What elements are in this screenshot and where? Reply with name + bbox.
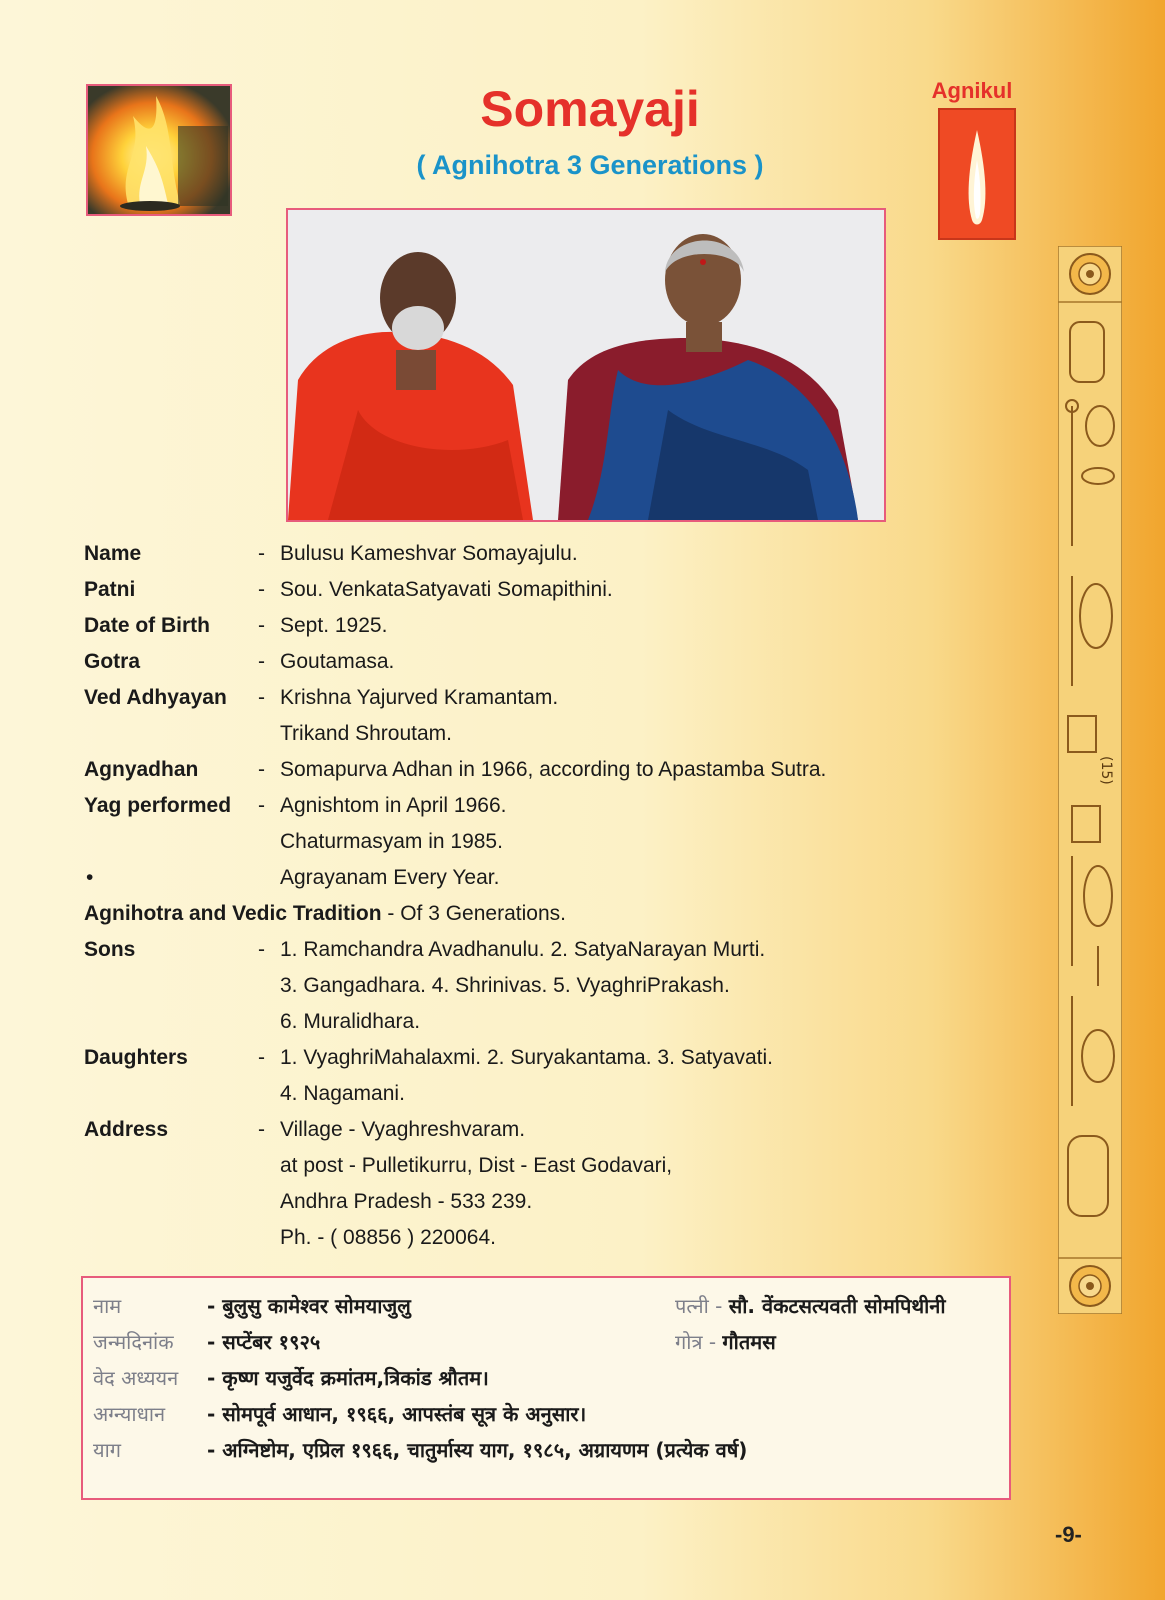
sons-row: Sons - 1. Ramchandra Avadhanulu. 2. SatyaNarayan Murti. 3. Gangadhara. 4. Shrinivas. 5. VyaghriPrakash. 6. Muralidhara. xyxy=(84,938,766,1033)
chakra-icon xyxy=(1070,1266,1110,1306)
address-row: Address - Village - Vyaghreshvaram. at post - Pulletikurru, Dist - East Godavari, Andhra Pradesh - 533 239. Ph. - ( 08856 ) 220064. xyxy=(84,1118,673,1249)
hindi-yaag-row: याग - अग्निष्टोम, एप्रिल १९६६, चातुर्मास्य याग, १९८५, अग्रायणम (प्रत्येक वर्ष) xyxy=(93,1438,748,1462)
chakra-icon xyxy=(1070,254,1110,294)
hindi-gotra-row: गोत्र - गौतमस xyxy=(675,1330,776,1354)
hindi-agnyadhan-row: अग्न्याधान - सोमपूर्व आधान, १९६६, आपस्तंब सूत्र के अनुसार। xyxy=(93,1402,587,1426)
dob-row: Date of Birth - Sept. 1925. xyxy=(84,614,388,637)
hindi-patni-row: पत्नी - सौ. वेंकटसत्यवती सोमपिथीनी xyxy=(675,1294,946,1318)
biodata-details xyxy=(84,536,984,1256)
hindi-summary-box xyxy=(81,1276,1011,1500)
agnyadhan-row: Agnyadhan - Somapurva Adhan in 1966, according to Apastamba Sutra. xyxy=(84,758,827,781)
patni-row: Patni - Sou. VenkataSatyavati Somapithini. xyxy=(84,578,613,601)
hindi-ved-row: वेद अध्ययन - कृष्ण यजुर्वेद क्रमांतम,त्रिकांड श्रौतम। xyxy=(93,1366,489,1390)
page-subtitle: ( Agnihotra 3 Generations ) xyxy=(416,150,764,180)
fire-ritual-photo xyxy=(86,84,232,216)
tradition-row: Agnihotra and Vedic Tradition - Of 3 Generations. xyxy=(84,902,566,925)
ved-adhyayan-row: Ved Adhyayan - Krishna Yajurved Kramantam. Trikand Shroutam. xyxy=(84,686,559,745)
couple-photo xyxy=(286,208,886,522)
agnikul-label: Agnikul xyxy=(931,78,1013,103)
ritual-implements-strip xyxy=(1058,246,1122,1314)
daughters-row: Daughters - 1. VyaghriMahalaxmi. 2. Suryakantama. 3. Satyavati. 4. Nagamani. xyxy=(84,1046,773,1105)
hindi-janm-row: जन्मदिनांक - सप्टेंबर १९२५ xyxy=(93,1330,321,1354)
page-number: -9- xyxy=(1055,1522,1082,1547)
strip-number: (15) xyxy=(1098,756,1114,785)
bullet-icon: • xyxy=(86,866,94,889)
page-title: Somayaji xyxy=(480,81,700,137)
gotra-row: Gotra - Goutamasa. xyxy=(84,650,395,673)
flame-icon xyxy=(938,108,1016,240)
yag-performed-row: Yag performed - Agnishtom in April 1966. Chaturmasyam in 1985. • Agrayanam Every Year. xyxy=(84,788,984,896)
name-row: Name - Bulusu Kameshvar Somayajulu. xyxy=(84,542,578,565)
hindi-naam-row: नाम - बुलुसु कामेश्वर सोमयाजुलु xyxy=(93,1294,411,1318)
